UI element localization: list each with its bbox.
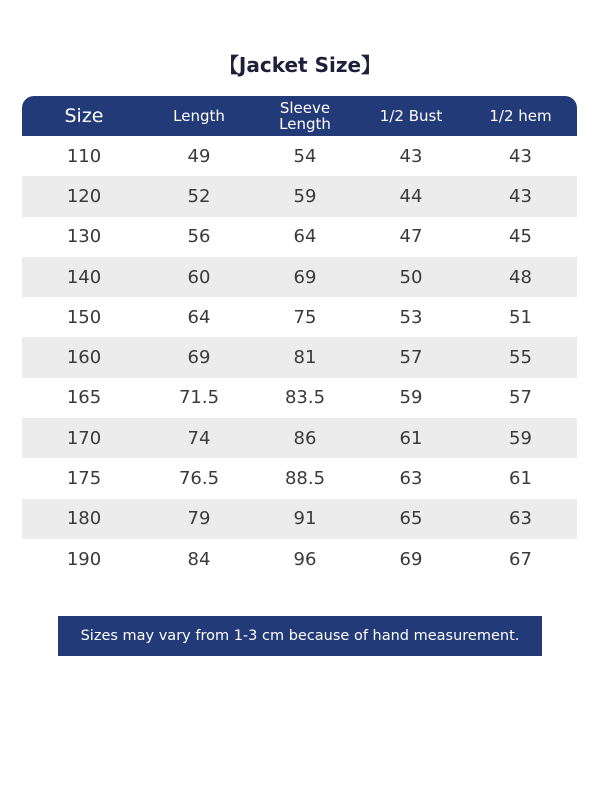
cell-half-bust: 63 — [399, 468, 423, 490]
cell-half-hem: 67 — [509, 548, 532, 570]
table-row — [22, 458, 577, 498]
measurement-note: Sizes may vary from 1-3 cm because of hand measurement. — [58, 616, 542, 656]
cell-half-hem: 48 — [509, 266, 532, 288]
header-half-bust: 1/2 Bust — [379, 107, 443, 125]
cell-length: 76.5 — [178, 468, 220, 490]
cell-sleeve-length: 69 — [293, 266, 317, 288]
header-half-hem: 1/2 hem — [489, 107, 552, 125]
table-row — [22, 136, 577, 176]
table-row — [22, 378, 577, 418]
cell-sleeve-length: 88.5 — [284, 468, 326, 490]
cell-length: 71.5 — [178, 387, 220, 409]
cell-size: 165 — [66, 387, 102, 409]
cell-half-bust: 69 — [399, 548, 423, 570]
cell-size: 170 — [66, 427, 102, 449]
cell-half-hem: 59 — [509, 427, 532, 449]
cell-length: 69 — [187, 347, 211, 369]
table-row — [22, 499, 577, 539]
cell-size: 160 — [66, 347, 102, 369]
table-header — [22, 96, 577, 136]
size-table — [22, 96, 577, 579]
table-row — [22, 257, 577, 297]
cell-half-bust: 47 — [399, 226, 423, 248]
cell-sleeve-length: 59 — [293, 185, 317, 207]
cell-half-bust: 53 — [399, 306, 423, 328]
table-row — [22, 217, 577, 257]
table-body — [22, 136, 577, 579]
cell-half-bust: 59 — [399, 387, 423, 409]
header-length: Length — [173, 107, 225, 125]
cell-half-hem: 57 — [509, 387, 532, 409]
cell-half-hem: 61 — [509, 468, 532, 490]
cell-length: 49 — [187, 145, 211, 167]
cell-half-hem: 51 — [509, 306, 532, 328]
cell-half-hem: 43 — [509, 185, 532, 207]
cell-sleeve-length: 86 — [293, 427, 317, 449]
cell-sleeve-length: 54 — [293, 145, 317, 167]
cell-size: 190 — [66, 548, 102, 570]
cell-size: 175 — [66, 468, 102, 490]
cell-length: 52 — [187, 185, 211, 207]
cell-half-bust: 57 — [399, 347, 423, 369]
cell-half-bust: 61 — [399, 427, 423, 449]
cell-half-hem: 43 — [509, 145, 532, 167]
cell-sleeve-length: 75 — [293, 306, 317, 328]
table-row — [22, 539, 577, 579]
cell-size: 130 — [66, 226, 102, 248]
header-sleeve-length: Sleeve Length — [279, 99, 331, 133]
cell-length: 64 — [187, 306, 211, 328]
table-row — [22, 176, 577, 216]
cell-sleeve-length: 83.5 — [284, 387, 326, 409]
cell-half-hem: 55 — [509, 347, 532, 369]
cell-length: 79 — [187, 508, 211, 530]
cell-half-bust: 43 — [399, 145, 423, 167]
cell-size: 120 — [66, 185, 102, 207]
table-row — [22, 418, 577, 458]
cell-sleeve-length: 81 — [293, 347, 317, 369]
table-row — [22, 337, 577, 377]
header-size: Size — [64, 105, 104, 127]
cell-half-bust: 65 — [399, 508, 423, 530]
cell-half-bust: 50 — [399, 266, 423, 288]
page-title: 【Jacket Size】 — [218, 53, 382, 77]
table-row — [22, 297, 577, 337]
cell-length: 56 — [187, 226, 211, 248]
cell-size: 180 — [66, 508, 102, 530]
cell-half-hem: 45 — [509, 226, 532, 248]
cell-size: 150 — [66, 306, 102, 328]
cell-size: 140 — [66, 266, 102, 288]
cell-length: 60 — [187, 266, 211, 288]
cell-length: 84 — [187, 548, 211, 570]
cell-size: 110 — [66, 145, 102, 167]
cell-sleeve-length: 64 — [293, 226, 317, 248]
cell-half-hem: 63 — [509, 508, 532, 530]
cell-sleeve-length: 96 — [293, 548, 317, 570]
cell-half-bust: 44 — [399, 185, 423, 207]
cell-sleeve-length: 91 — [293, 508, 317, 530]
cell-length: 74 — [187, 427, 211, 449]
